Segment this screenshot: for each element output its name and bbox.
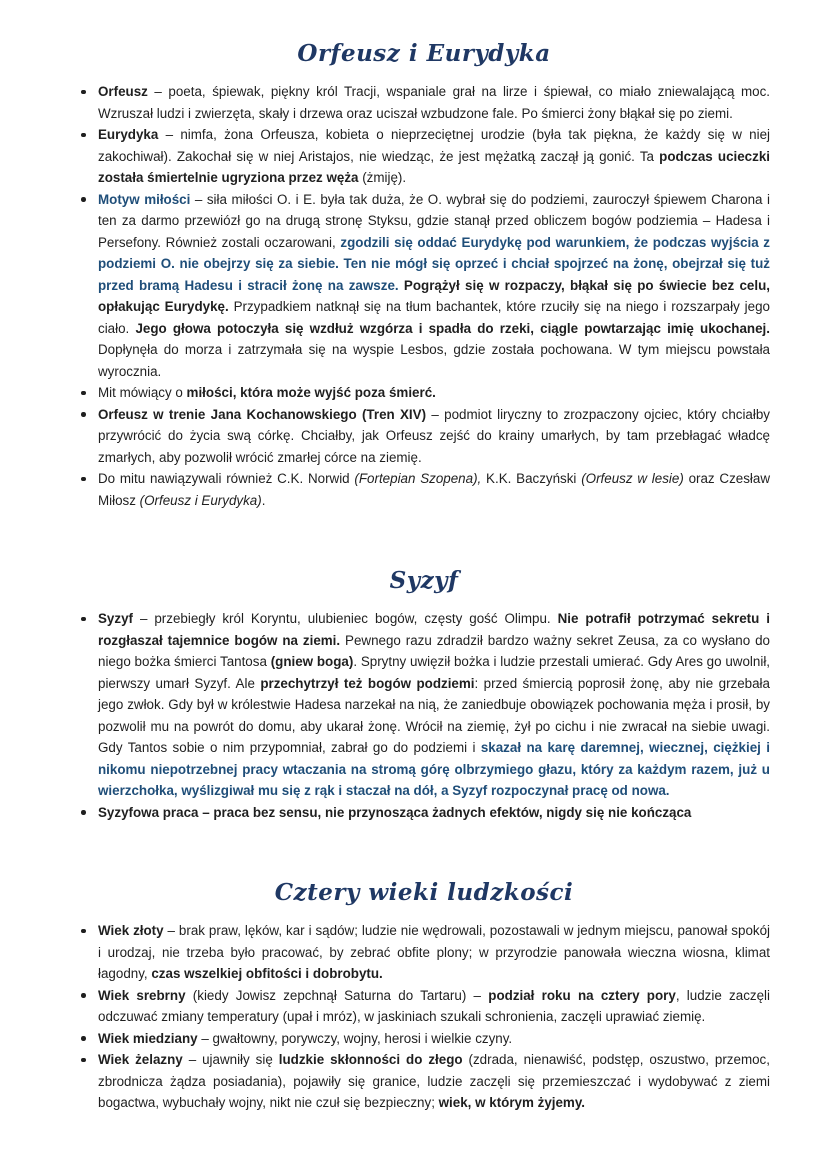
list-item	[78, 189, 774, 383]
section-title: Syzyf	[389, 567, 459, 594]
text-run: (zdrada, nienawiść, podstęp, oszustwo, przemoc, zbrodnicza żądza posiadania), pojawiły się granice, ludzie zaczęli się przemieszczać i wydobywać z ziemi bogactwa, wybuchały wojny, nikt nie czuł się bezpieczny;	[98, 1052, 774, 1110]
text-run: Orfeusz w trenie Jana Kochanowskiego (Tren XIV)	[98, 406, 427, 422]
text-run: skazał na karę daremnej, wiecznej, ciężkiej i nikomu niepotrzebnej pracy wtaczania na stromą górę olbrzymiego głazu, który za każdym razem, już u wierzchołka, wyślizgiwał mu się z rąk i staczał na dół, a Syzyf rozpoczynał pracę od nowa.	[98, 740, 774, 798]
text-run: podczas ucieczki została śmiertelnie ugryziona przez węża	[98, 148, 774, 185]
text-run: – przebiegły król Koryntu, ulubieniec bogów, częsty gość Olimpu.	[132, 611, 558, 626]
text-run: czas wszelkiej obfitości i dobrobytu.	[151, 966, 383, 981]
text-run: (Orfeusz w lesie)	[581, 471, 684, 486]
text-run: .	[261, 492, 266, 508]
text-run: (Orfeusz i Eurydyka)	[139, 492, 262, 508]
text-run: Orfeusz	[98, 84, 148, 99]
text-run: Wiek żelazny	[98, 1052, 183, 1067]
list-item	[78, 1028, 770, 1050]
text-run: Eurydyka	[98, 127, 159, 142]
text-run: Syzyf	[98, 611, 133, 626]
text-run: – ujawniły się	[182, 1052, 279, 1067]
text-run: zgodzili się oddać Eurydykę pod warunkiem, że podczas wyjścia z podziemi O. nie obejrzy się za siebie. Ten nie mógł się oprzeć i chciał spojrzeć na żonę, obejrzał się tuż przed bramą Hadesu i stracił żonę na zawsze.	[98, 234, 774, 293]
text-run: – siła miłości O. i E. była tak duża, że O. wybrał się do podziemi, zauroczył śpiewem Charona i ten za darmo przewiózł go na drugą stronę Styksu, gdzie stanął przed obliczem bogów podziemia – Hadesa i Persefony. Również zostali oczarowani,	[98, 191, 774, 250]
list-item	[78, 404, 774, 469]
text-run: Do mitu nawiązywali również C.K. Norwid	[98, 471, 355, 486]
bullet-list	[78, 920, 774, 1114]
text-run: (kiedy Jowisz zepchnął Saturna do Tartaru) –	[185, 987, 489, 1003]
section	[78, 877, 774, 1114]
text-run: Mit mówiący o	[98, 385, 187, 400]
text-run: K.K. Baczyński	[481, 471, 582, 486]
list-item	[78, 1049, 774, 1114]
text-run: miłości, która może wyjść poza śmierć.	[186, 385, 436, 400]
list-item	[78, 802, 770, 824]
text-run: podział roku na cztery pory	[488, 987, 676, 1003]
section	[78, 38, 774, 511]
text-run: Dopłynęła do morza i zatrzymała się na wyspie Lesbos, gdzie została pochowana. W tym miejscu powstała wyrocznia.	[98, 320, 774, 379]
text-run: – nimfa, żona Orfeusza, kobieta o nieprzeciętnej urodzie (była tak piękna, że każdy się w niej zakochiwał). Zakochał się w niej Aristajos, nie wiedząc, że jest mężatką zaczął ją gonić. Ta	[98, 127, 774, 164]
list-item	[78, 920, 774, 985]
text-run: (Fortepian Szopena),	[354, 471, 482, 486]
bullet-list	[78, 608, 774, 823]
text-run: oraz Czesław Miłosz	[98, 471, 774, 508]
text-run: (gniew boga)	[270, 654, 354, 669]
text-run: Pewnego razu zdradził bardzo ważny sekret Zeusa, za co wysłano do niego bożka śmierci Tantosa	[98, 632, 774, 669]
text-run: Wiek miedziany	[98, 1030, 198, 1046]
text-run: (żmiję).	[358, 170, 407, 185]
text-run: Syzyfowa praca – praca bez sensu, nie przynosząca żadnych efektów, nigdy się nie kończąca	[98, 804, 692, 820]
text-run: Przypadkiem natknął się na tłum bachantek, które rzuciły się na niego i rozszarpały jego ciało.	[98, 299, 774, 336]
bullet-list	[78, 81, 774, 511]
list-item	[78, 468, 774, 511]
list-item	[78, 608, 774, 802]
section-title: Cztery wieki ludzkości	[274, 879, 574, 906]
list-item	[78, 124, 774, 189]
text-run: Pogrążył się w rozpaczy, błąkał się po świecie bez celu, opłakując Eurydykę.	[98, 277, 774, 314]
text-run: – gwałtowny, porywczy, wojny, herosi i wielkie czyny.	[197, 1030, 513, 1046]
list-item	[78, 382, 770, 404]
text-run: ludzkie skłonności do złego	[278, 1052, 463, 1067]
text-run: przechytrzył też bogów podziemi	[260, 675, 475, 691]
list-item	[78, 81, 774, 124]
section	[78, 565, 774, 823]
text-run: Motyw miłości	[98, 191, 191, 207]
list-item	[78, 985, 774, 1028]
text-run: : przed śmiercią poprosił żonę, aby nie grzebała jego zwłok. Gdy był w królestwie Hadesa narzekał na nią, że zaniedbuje obowiązek pochowania męża i prosił, by pozwolił mu na powrót do domu, aby ukarał żonę. Wrócił na ziemię, żył po cichu i nie zwracał na siebie uwagi. Gdy Tantos sobie o nim przypomniał, zabrał go do podziemi i	[98, 675, 774, 755]
text-run: , ludzie zaczęli odczuwać zmiany temperatury (upał i mróz), w jaskiniach szukali schronienia, zaczęli uprawiać ziemię.	[98, 987, 774, 1024]
text-run: – poeta, śpiewak, piękny król Tracji, wspaniale grał na lirze i śpiewał, co miało zniewalającą moc. Wzruszał ludzi i zwierzęta, skały i drzewa oraz uciszał wzbudzone fale. Po śmierci żony błąkał się po ziemi.	[98, 84, 774, 121]
text-run: Wiek złoty	[98, 923, 164, 938]
section-title: Orfeusz i Eurydyka	[297, 40, 551, 67]
text-run: Jego głowa potoczyła się wzdłuż wzgórza i spadła do rzeki, ciągle powtarzając imię ukochanej.	[135, 320, 770, 336]
text-run: Nie potrafił potrzymać sekretu i rozgłaszał tajemnice bogów na ziemi.	[98, 611, 774, 648]
text-run: . Sprytny uwięził bożka i ludzie przestali umierać. Gdy Ares go uwolnił, pierwszy umarł Syzyf. Ale	[98, 654, 774, 691]
text-run: Wiek srebrny	[98, 987, 186, 1003]
text-run: – brak praw, lęków, kar i sądów; ludzie nie wędrowali, pozostawali w jednym miejscu, panował spokój i urodzaj, nie trzeba było pracować, by zebrać obfite plony; w przyrodzie panowała wieczna wiosna, klimat łagodny,	[98, 923, 774, 981]
text-run: wiek, w którym żyjemy.	[438, 1095, 586, 1110]
text-run: – podmiot liryczny to zrozpaczony ojciec, który chciałby przywrócić do życia swą córkę. Chciałby, jak Orfeusz zejść do krainy umarłych, by tam przebłagać władcę zmarłych, aby pozwolił wrócić zmarłej córce na ziemię.	[98, 406, 774, 465]
document	[78, 38, 774, 1114]
